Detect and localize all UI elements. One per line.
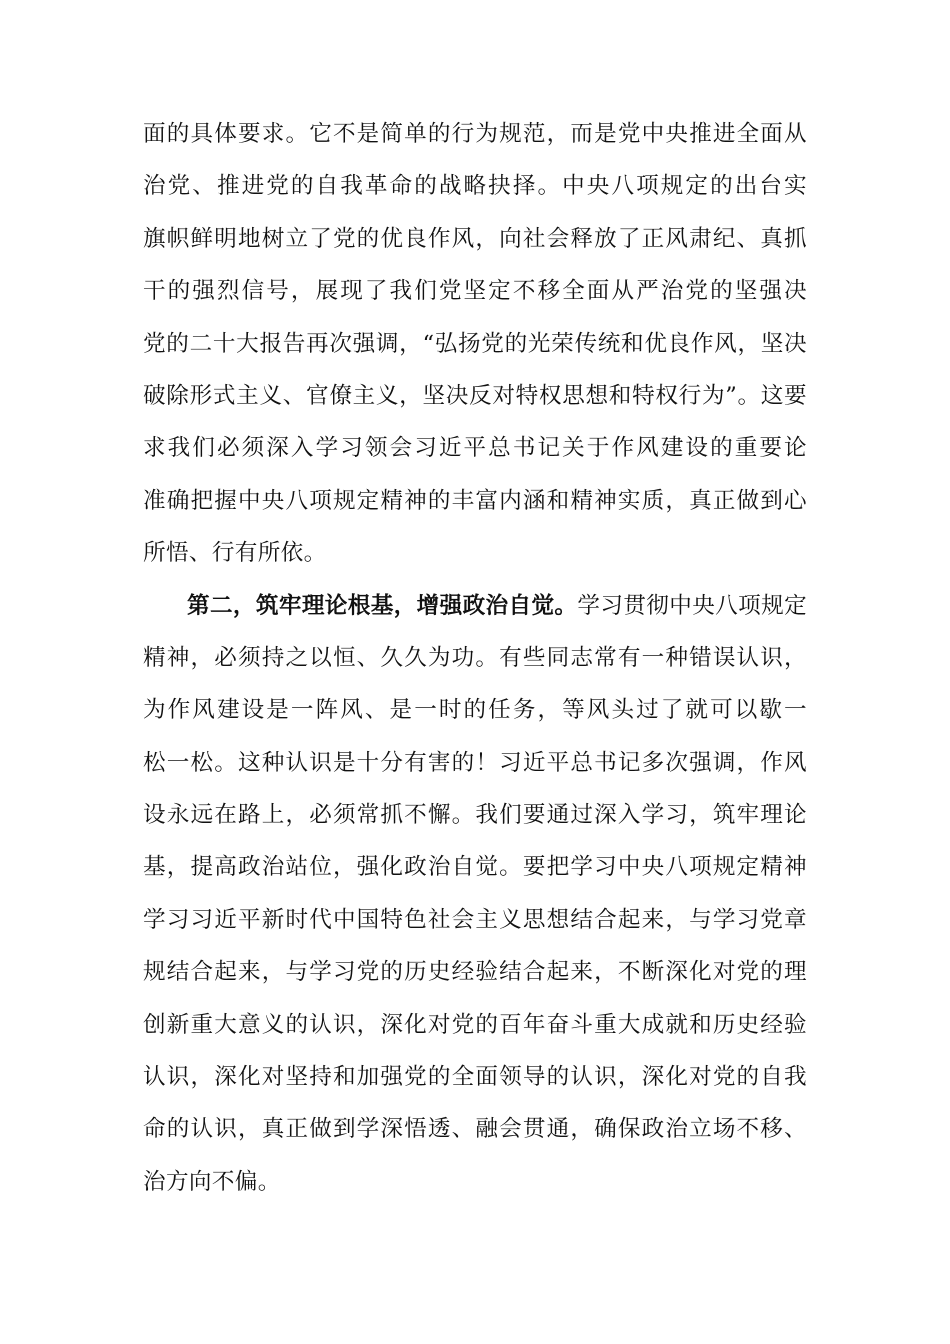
- text-line: [143, 580, 807, 632]
- paragraph-2: [143, 580, 807, 1209]
- text-line: 所悟、行有所依。: [143, 540, 327, 567]
- text-line: 规结合起来，与学习党的历史经验结合起来，不断深化对党的理: [143, 959, 807, 986]
- text-line: 设永远在路上，必须常抓不懈。我们要通过深入学习，筑牢理论: [143, 802, 807, 829]
- text-line: 命的认识，真正做到学深悟透、融会贯通，确保政治立场不移、: [143, 1116, 807, 1143]
- text-line: 治党、推进党的自我革命的战略抉择。中央八项规定的出台实: [143, 173, 807, 200]
- paragraph-1: [143, 108, 807, 580]
- paragraph-text: 学习贯彻中央八项规定: [577, 592, 807, 619]
- text-line: 基，提高政治站位，强化政治自觉。要把学习中央八项规定精神: [143, 854, 807, 881]
- text-line: 创新重大意义的认识，深化对党的百年奋斗重大成就和历史经验: [143, 1011, 807, 1038]
- text-line: 党的二十大报告再次强调，“弘扬党的光荣传统和优良作风，坚决: [143, 330, 807, 357]
- text-line: 旗帜鲜明地树立了党的优良作风，向社会释放了正风肃纪、真抓: [143, 225, 807, 252]
- text-line: 认识，深化对坚持和加强党的全面领导的认识，深化对党的自我: [143, 1064, 807, 1091]
- text-line: 松一松。这种认识是十分有害的！习近平总书记多次强调，作风: [143, 749, 807, 776]
- text-line: 治方向不偏。: [143, 1168, 281, 1195]
- section-heading: 第二，筑牢理论根基，增强政治自觉。: [187, 592, 578, 619]
- text-line: 学习习近平新时代中国特色社会主义思想结合起来，与学习党章: [143, 906, 807, 933]
- text-line: 破除形式主义、官僚主义，坚决反对特权思想和特权行为”。这要: [143, 382, 807, 409]
- text-line: 求我们必须深入学习领会习近平总书记关于作风建设的重要论: [143, 435, 807, 462]
- text-line: 精神，必须持之以恒、久久为功。有些同志常有一种错误认识，: [143, 644, 807, 671]
- text-line: 干的强烈信号，展现了我们党坚定不移全面从严治党的坚强决: [143, 278, 807, 305]
- document-body: [143, 108, 807, 1208]
- text-line: 为作风建设是一阵风、是一时的任务，等风头过了就可以歇一: [143, 697, 807, 724]
- text-line: 面的具体要求。它不是简单的行为规范，而是党中央推进全面从: [143, 121, 807, 147]
- text-line: 准确把握中央八项规定精神的丰富内涵和精神实质，真正做到心: [143, 487, 807, 514]
